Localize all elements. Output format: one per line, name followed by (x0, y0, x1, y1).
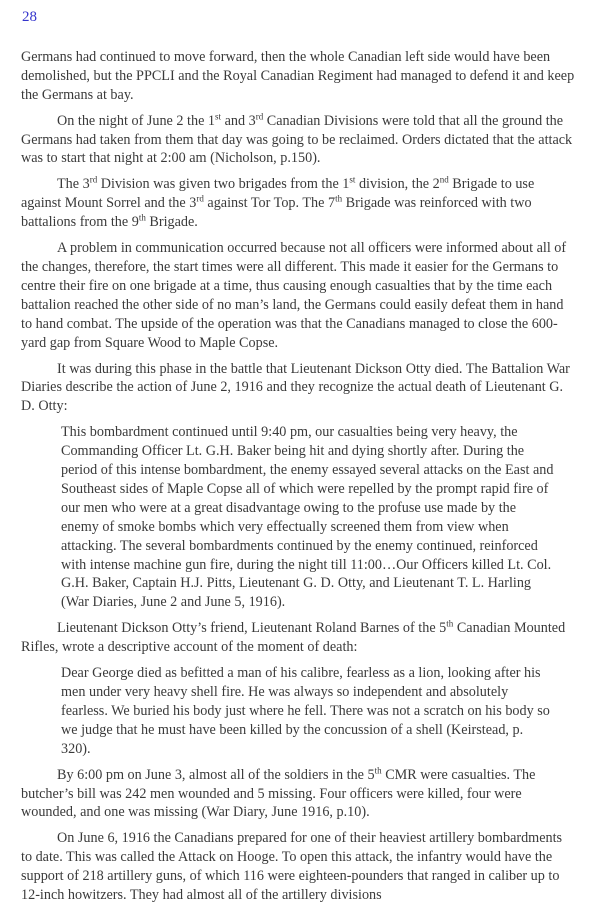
paragraph: A problem in communication occurred because not all officers were informed about all of the changes, therefore, the start times were all different. This made it easier for the Germans to centre their fire on one brigade at a time, thus causing enough casualties that by the time each battalion reached the other side of no man’s land, the Germans could easily defeat them in hand to hand combat. The upside of the operation was that the Canadians managed to close the 600-yard gap from Square Wood to Maple Copse. (21, 240, 567, 351)
paragraph: It was during this phase in the battle that Lieutenant Dickson Otty died. The Battalion War Diaries describe the action of June 2, 1916 and they recognize the actual death of Lieutenant G. D. Otty: (21, 360, 570, 415)
paragraph: On the night of June 2 the 1st and 3rd Canadian Divisions were told that all the ground the Germans had taken from them that day was going to be reclaimed. Orders dictated that the attack was to start that night at 2:00 am (Nicholson, p.150). (21, 110, 573, 167)
page-body (21, 48, 576, 905)
paragraph: The 3rd Division was given two brigades from the 1st division, the 2nd Brigade to use against Mount Sorrel and the 3rd against Tor Top. The 7th Brigade was reinforced with two battalions from the 9th Brigade. (21, 174, 535, 231)
paragraph: On June 6, 1916 the Canadians prepared for one of their heaviest artillery bombardments to date. This was called the Attack on Hooge. To open this attack, the infantry would have the support of 218 artillery guns, of which 116 were eighteen-pounders that ranged in caliber up to 12-inch howitzers. They had almost all of the artillery divisions (21, 830, 563, 904)
block-quote: Dear George died as befitted a man of his calibre, fearless as a lion, looking after his men under very heavy shell fire. He was always so independent and absolutely fearless. We buried his body just where he fell. There was not a scratch on his body so we judge that he must have been killed by the concussion of a shell (Keirstead, p. 320). (61, 665, 550, 757)
paragraph: Germans had continued to move forward, then the whole Canadian left side would have been demolished, but the PPCLI and the Royal Canadian Regiment had managed to defend it and keep the Germans at bay. (21, 48, 575, 103)
paragraph: By 6:00 pm on June 3, almost all of the soldiers in the 5th CMR were casualties. The butcher’s bill was 242 men wounded and 5 missing. Four officers were killed, four were wounded, and one was missing (War Diary, June 1916, p.10). (21, 764, 536, 821)
block-quote: This bombardment continued until 9:40 pm, our casualties being very heavy, the Commanding Officer Lt. G.H. Baker being hit and dying shortly after. During the period of this intense bombardment, the enemy essayed several attacks on the East and Southeast sides of Maple Copse all of which were repelled by the prompt rapid fire of our men who were at a great disadvantage owing to the profuse use made by the enemy of smoke bombs which very effectually screened them from view when attacking. The several bombardments continued by the enemy continued, reinforced with intense machine gun fire, during the night till 11:00…Our Officers killed Lt. Col. G.H. Baker, Captain H.J. Pitts, Lieutenant G. D. Otty, and Lieutenant T. L. Harling (War Diaries, June 2 and June 5, 1916). (61, 424, 554, 611)
paragraph: Lieutenant Dickson Otty’s friend, Lieutenant Roland Barnes of the 5th Canadian Mounted Rifles, wrote a descriptive account of the moment of death: (21, 618, 566, 656)
page-number: 28 (22, 9, 37, 25)
